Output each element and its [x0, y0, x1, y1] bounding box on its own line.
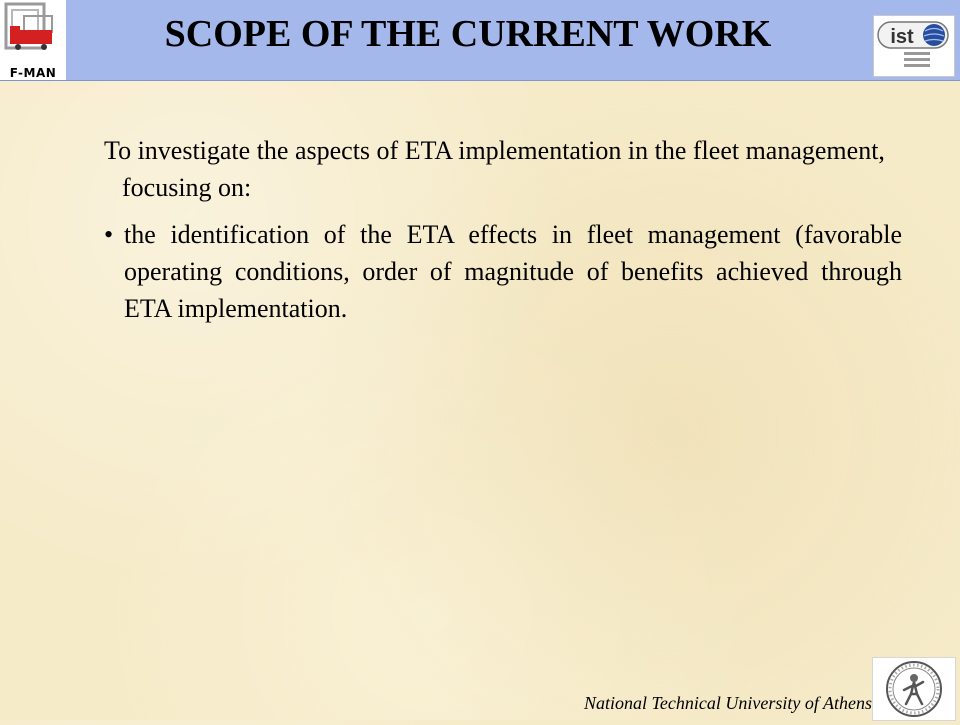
slide-body: [104, 132, 902, 327]
ist-logo-graphic: [874, 16, 954, 76]
intro-paragraph: To investigate the aspects of ETA implementation in the fleet management, focusing on:: [104, 136, 885, 202]
fman-logo-graphic: [0, 0, 66, 64]
page-title: SCOPE OF THE CURRENT WORK: [164, 13, 772, 55]
fman-logo-text: F-MAN: [9, 66, 57, 80]
ntua-seal-logo: [872, 657, 956, 721]
fman-logo: [0, 0, 66, 80]
bullet-text: the identification of the ETA effects in fleet management (favorable operating conditions, order of magnitude of benefits achieved through ETA implementation.: [124, 220, 902, 323]
bullet-item: [104, 216, 902, 327]
seal-graphic: [873, 658, 955, 720]
ist-logo: [873, 15, 955, 77]
footer-institution: National Technical University of Athens: [584, 693, 872, 713]
bullet-icon: •: [104, 220, 114, 249]
ist-logo-text: ist: [890, 26, 914, 48]
